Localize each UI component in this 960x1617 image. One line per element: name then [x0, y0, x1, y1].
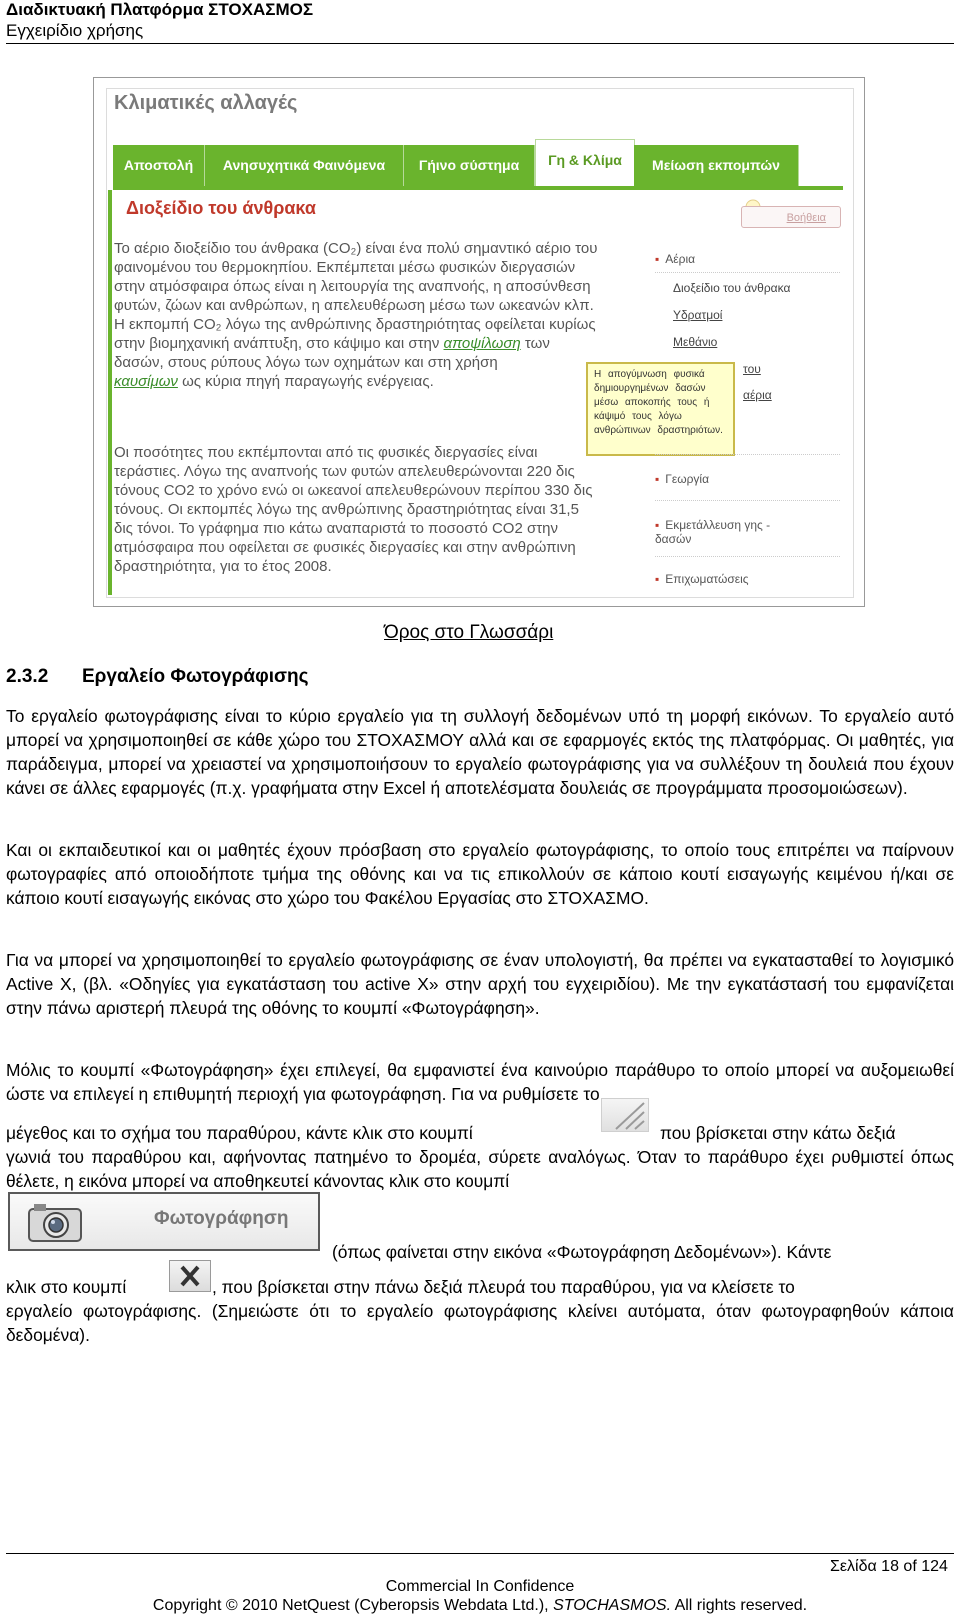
screenshot-section-title: Διοξείδιο του άνθρακα	[126, 198, 316, 218]
text-line: τόνους. Οι εκπομπές λόγω της ανθρώπινης δραστηριότητας είναι 31,5	[114, 501, 579, 518]
copyright-brand: STOCHASMOS.	[553, 1597, 672, 1614]
text-line: Οι ποσότητες που εκπέμπονται από τις φυσικές διεργασίες είναι	[114, 444, 538, 461]
body-text-fragment: μέγεθος και το σχήμα του παραθύρου, κάντε κλικ στο κουμπί	[6, 1123, 473, 1143]
tab-gi-klima[interactable]: Γη & Κλίμα	[535, 139, 635, 187]
footer-copyright	[0, 1597, 960, 1615]
page-number: Σελίδα 18 of 124	[830, 1558, 948, 1575]
body-text-fragment: που βρίσκεται στην κάτω δεξιά	[660, 1123, 896, 1143]
sidebar-item-methanio[interactable]: Μεθάνιο	[673, 335, 718, 349]
footer-divider	[6, 1553, 954, 1554]
figure-caption: Όρος στο Γλωσσάρι	[384, 622, 554, 643]
body-paragraph-4d: γωνιά του παραθύρου και, αφήνοντας πατημένο το δρομέα, σύρετε αναλόγως. Όταν το παράθυρο έχει ρυθμιστεί όπως θέλετε, η εικόνα μπορεί να αποθηκευτεί κάνοντας κλικ στο κουμπί	[6, 1147, 954, 1191]
copyright-suffix: All rights reserved.	[674, 1597, 808, 1614]
photograph-button-icon	[8, 1192, 320, 1251]
document-header-subtitle: Εγχειρίδιο χρήσης	[6, 21, 144, 40]
sidebar-item-diokseidio[interactable]: Διοξείδιο του άνθρακα	[673, 281, 791, 295]
body-paragraph-1: Το εργαλείο φωτογράφισης είναι το κύριο εργαλείο για τη συλλογή δεδομένων υπό τη μορφή εικόνων. Το εργαλείο αυτό μπορεί να χρησιμοποιηθεί σε κάθε χώρο του ΣΤΟΧΑΣΜΟΥ αλλά και σε εφαρμογές εκτός της πλατφόρμας. Οι μαθητές, για παράδειγμα, μπορεί να χρειαστεί να χρησιμοποιήσουν το εργαλείο φωτογράφισης για να συλλέξουν τη δουλειά που έχουν κάνει σε άλλες εφαρμογές (π.χ. γραφήματα στην Excel ή αποτελέσματα δουλειάς σε προγράμματα προσομοιώσεων).	[6, 706, 954, 798]
header-divider	[6, 43, 954, 44]
section-number: 2.3.2	[6, 666, 49, 687]
text-line: φυτών, ζώων και ανθρώπων, η απελευθέρωση μέσω των ωκεανών κλπ.	[114, 297, 594, 314]
section-title: Εργαλείο Φωτογράφισης	[82, 666, 309, 687]
text-line: δασών, στους ρύπους λόγω των οχημάτων και στη χρήση	[114, 354, 498, 371]
glossary-link-kausimon[interactable]: καυσίμων	[114, 373, 178, 390]
close-icon	[169, 1260, 211, 1292]
screenshot-page-title: Κλιματικές αλλαγές	[114, 92, 298, 114]
sidebar-item-georgia[interactable]: ▪ Γεωργία	[655, 472, 840, 486]
sidebar-divider	[655, 272, 840, 273]
text-line: Η εκπομπή CO₂ λόγω της ανθρώπινης δραστηριότητας οφείλεται κυρίως	[114, 316, 596, 333]
camera-icon	[26, 1200, 84, 1244]
text-fragment: των	[524, 335, 550, 352]
body-paragraph-3: Για να μπορεί να χρησιμοποιηθεί το εργαλείο φωτογράφισης σε έναν υπολογιστή, θα πρέπει να εγκατασταθεί το λογισμικό Active X, (βλ. «Οδηγίες για εγκατάσταση του active X» στην αρχή του εγχειριδίου). Με την εγκατάστασή του εμφανίζεται στην πάνω αριστερή πλευρά της οθόνης το κουμπί «Φωτογράφηση».	[6, 950, 954, 1018]
text-fragment: ως κύρια πηγή παραγωγής ενέργειας.	[182, 373, 434, 390]
sidebar-divider	[655, 500, 840, 501]
text-line: τεράστιες. Λόγω της αναπνοής των φυτών απελευθερώνονται 220 δις	[114, 463, 575, 480]
sidebar-item-epixomatoseis[interactable]: ▪ Επιχωματώσεις	[655, 572, 840, 586]
text-line: τόνους CO2 το χρόνο ενώ οι ωκεανοί απελευθερώνουν περίπου 330 δις	[114, 482, 593, 499]
text-fragment: στην βιομηχανική ανάπτυξη, στο κάψιμο και στην	[114, 335, 440, 352]
body-paragraph-2: Και οι εκπαιδευτικοί και οι μαθητές έχουν πρόσβαση στο εργαλείο φωτογράφισης, το οποίο τους επιτρέπει να παίρνουν φωτογραφίες από οποιοδήποτε τμήμα της οθόνης και να τις επικολλούν σε κάποιο κουτί εισαγωγής κειμένου ή/και σε κάποιο κουτί εισαγωγής εικόνας στο χώρο του Φακέλου Εργασίας στο ΣΤΟΧΑΣΜΟ.	[6, 840, 954, 908]
body-text-fragment: κλικ στο κουμπί	[6, 1277, 127, 1297]
photograph-button-label: Φωτογράφηση	[154, 1208, 289, 1229]
body-paragraph-4h: εργαλείο φωτογράφισης. (Σημειώστε ότι το εργαλείο φωτογράφισης κλείνει αυτόματα, όταν φωτογραφηθούν κάποια δεδομένα).	[6, 1301, 954, 1345]
text-line: στην ατμόσφαιρα όπως είναι η λειτουργία της αναπνοής, η αποσύνθεση	[114, 278, 591, 295]
tab-gino-systima[interactable]: Γήινο σύστημα	[404, 145, 535, 186]
footer-confidentiality: Commercial In Confidence	[385, 1578, 575, 1595]
body-text-fragment: (όπως φαίνεται στην εικόνα «Φωτογράφηση Δεδομένων»). Κάντε	[332, 1242, 832, 1262]
tab-apostoli[interactable]: Αποστολή	[113, 145, 205, 186]
sidebar-item-aeria[interactable]: ▪ Αέρια	[655, 252, 840, 266]
text-line: φαινομένου του θερμοκηπίου. Εκπέμπεται μέσω φυσικών διεργασιών	[114, 259, 576, 276]
copyright-text: Copyright © 2010 NetQuest (Cyberopsis Webdata Ltd.),	[152, 1597, 549, 1614]
glossary-link-apopsilosi[interactable]: αποψίλωση	[443, 335, 521, 352]
sidebar-divider	[655, 556, 840, 557]
sidebar-item-ekmetallefsi[interactable]: ▪ Εκμετάλλευση γης - δασών	[655, 518, 795, 546]
text-line: Το αέριο διοξείδιο του άνθρακα (CO₂) είναι ένα πολύ σημαντικό αέριο του	[114, 240, 598, 257]
sidebar-item-partial-1[interactable]: του	[743, 362, 761, 376]
resize-handle-icon	[601, 1098, 649, 1132]
document-header-title: Διαδικτυακή Πλατφόρμα ΣΤΟΧΑΣΜΟΣ	[6, 0, 314, 19]
help-button[interactable]: Βοήθεια	[741, 206, 841, 228]
text-line: δραστηριότητα, για το έτος 2008.	[114, 558, 332, 575]
text-line: δις τόνοι. Το γράφημα πιο κάτω αναπαριστά το ποσοστό CO2 στην	[114, 520, 558, 537]
text-line	[114, 372, 651, 391]
sidebar-divider	[655, 454, 840, 455]
text-line	[114, 334, 651, 353]
co2-paragraph-2	[114, 443, 651, 576]
body-text-fragment: , που βρίσκεται στην πάνω δεξιά πλευρά του παραθύρου, για να κλείσετε το	[212, 1277, 795, 1297]
body-paragraph-4a: Μόλις το κουμπί «Φωτογράφηση» έχει επιλεγεί, θα εμφανιστεί ένα καινούριο παράθυρο το οποίο μπορεί να αυξομειωθεί ώστε να επιλεγεί η επιθυμητή περιοχή για φωτογράφηση. Για να ρυθμίσετε το	[6, 1060, 954, 1104]
glossary-tooltip: Η απογύμνωση φυσικά δημιουργημένων δασών μέσω αποκοπής τους ή κάψιμό τους λόγω ανθρώπινων δραστηριότων.	[586, 362, 735, 456]
tab-meiosi-ekpompon[interactable]: Μείωση εκπομπών	[634, 145, 799, 186]
text-line: ατμόσφαιρα που οφείλεται σε φυσικές διεργασίες και στην ανθρώπινη	[114, 539, 576, 556]
co2-paragraph-1	[114, 239, 651, 391]
tab-anisixitika[interactable]: Ανησυχητικά Φαινόμενα	[205, 145, 404, 186]
sidebar-item-ydratmoi[interactable]: Υδρατμοί	[673, 308, 723, 322]
sidebar-item-partial-2[interactable]: αέρια	[743, 388, 772, 402]
